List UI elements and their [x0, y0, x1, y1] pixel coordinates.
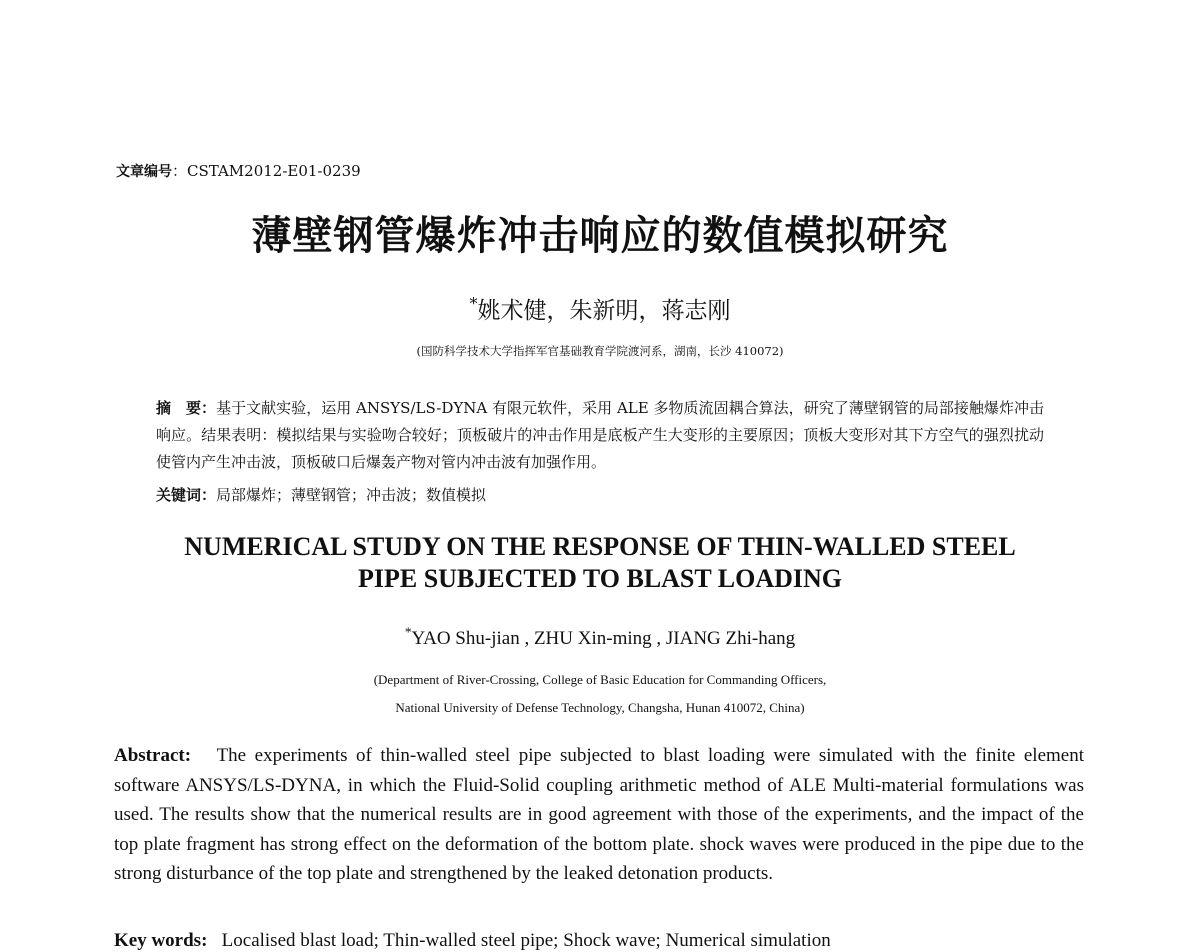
article-number-label: 文章编号	[116, 164, 172, 180]
author-names-chinese: 姚术健，朱新明，蒋志刚	[477, 298, 731, 324]
paper-title-english-line-2: PIPE SUBJECTED TO BLAST LOADING	[357, 564, 843, 593]
article-number: 文章编号：CSTAM2012-E01-0239	[116, 162, 361, 180]
abstract-english	[114, 741, 1084, 889]
abstract-chinese	[156, 395, 1044, 476]
abstract-chinese-label: 摘 要：	[156, 399, 217, 417]
affiliation-chinese: (国防科学技术大学指挥军官基础教育学院渡河系，湖南，长沙 410072)	[416, 344, 784, 358]
corresponding-author-mark: *	[469, 294, 478, 314]
paper-title-chinese: 薄壁钢管爆炸冲击响应的数值模拟研究	[251, 213, 949, 259]
abstract-chinese-text: 基于文献实验，运用 ANSYS/LS-DYNA 有限元软件，采用 ALE 多物质流固耦合算法，研究了薄壁钢管的局部接触爆炸冲击响应。结果表明：模拟结果与实验吻合较好；顶板破片的冲击作用是底板产生大变形的主要原因；顶板大变形对其下方空气的强烈扰动使管内产生冲击波，顶板破口后爆轰产物对管内冲击波有加强作用。	[156, 399, 1044, 471]
abstract-english-label: Abstract:	[114, 745, 192, 766]
affiliation-english	[0, 666, 1200, 722]
article-number-value: CSTAM2012-E01-0239	[187, 162, 361, 180]
affiliation-english-line-2: National University of Defense Technology, Changsha, Hunan 410072, China)	[395, 700, 805, 715]
keywords-english-label: Key words:	[114, 930, 208, 951]
keywords-english	[114, 930, 831, 952]
keywords-chinese-label: 关键词：	[156, 486, 217, 504]
keywords-chinese	[156, 484, 486, 505]
authors-english	[0, 624, 1200, 650]
abstract-english-text: The experiments of thin-walled steel pipe subjected to blast loading were simulated with the finite element software ANSYS/LS-DYNA, in which the Fluid-Solid coupling arithmetic method of ALE Multi-material formulations was used. The results show that the numerical results are in good agreement with those of the experiments, and the impact of the top plate fragment has strong effect on the deformation of the bottom plate. shock waves were produced in the pipe due to the strong disturbance of the top plate and strengthened by the leaked detonation products.	[114, 745, 1085, 884]
authors-chinese	[0, 292, 1200, 325]
corresponding-author-mark-english: *	[404, 624, 412, 640]
paper-title-english	[0, 531, 1200, 595]
keywords-english-text: Localised blast load; Thin-walled steel pipe; Shock wave; Numerical simulation	[221, 930, 831, 951]
author-names-english: YAO Shu-jian , ZHU Xin-ming , JIANG Zhi-hang	[411, 628, 796, 649]
affiliation-english-line-1: (Department of River-Crossing, College of Basic Education for Commanding Officers,	[373, 672, 827, 687]
paper-title-english-line-1: NUMERICAL STUDY ON THE RESPONSE OF THIN-WALLED STEEL	[184, 532, 1016, 561]
keywords-chinese-text: 局部爆炸；薄壁钢管；冲击波；数值模拟	[216, 486, 487, 504]
